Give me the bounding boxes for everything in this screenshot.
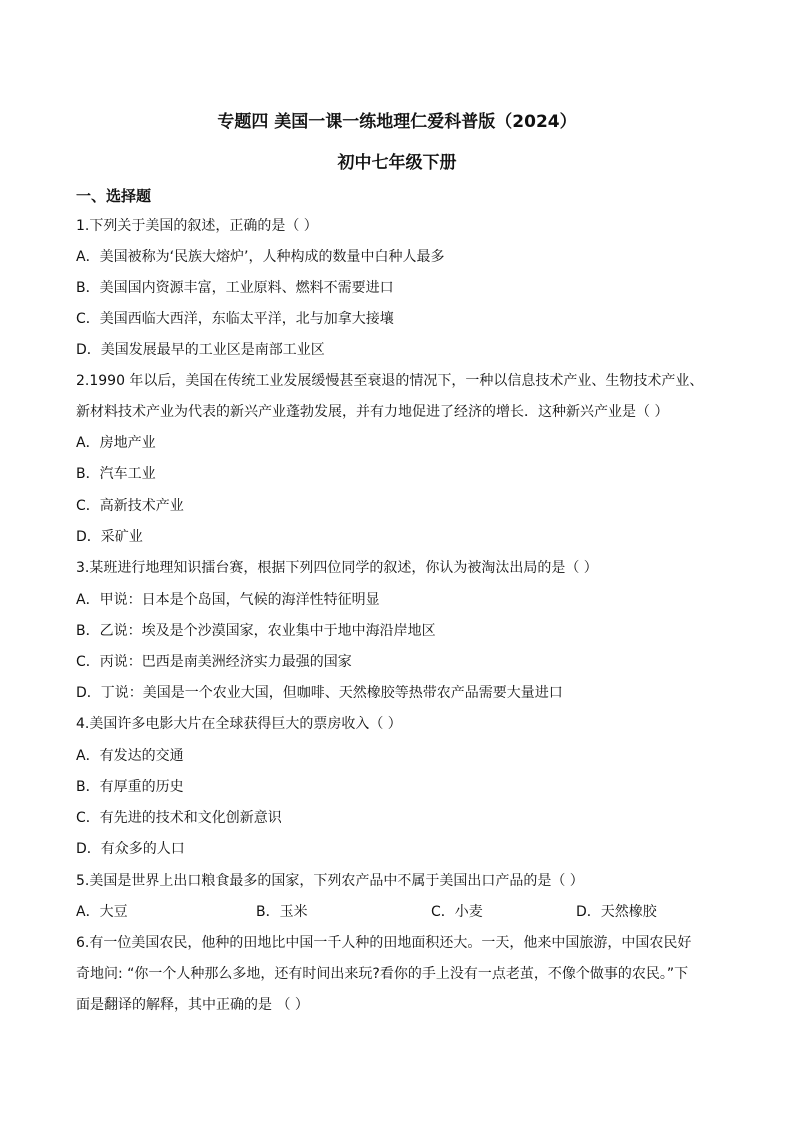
question-4-option-d: D．有众多的人口 <box>76 841 185 857</box>
question-2-stem-line-2: 新材料技术产业为代表的新兴产业蓬勃发展，并有力地促进了经济的增长．这种新兴产业是（ ） <box>76 404 669 420</box>
question-1-option-d: D．美国发展最早的工业区是南部工业区 <box>76 342 325 358</box>
document-title: 专题四 美国一课一练地理仁爱科普版（2024） <box>217 112 577 132</box>
document-subtitle: 初中七年级下册 <box>337 153 457 173</box>
question-3-option-c: C．丙说：巴西是南美洲经济实力最强的国家 <box>76 654 352 670</box>
question-3-option-d: D．丁说：美国是一个农业大国，但咖啡、天然橡胶等热带农产品需要大量进口 <box>76 685 563 701</box>
question-5-option-b: B．玉米 <box>256 904 308 920</box>
question-5-stem: 5.美国是世界上出口粮食最多的国家，下列农产品中不属于美国出口产品的是（ ） <box>76 873 584 889</box>
question-5-option-c: C．小麦 <box>431 904 483 920</box>
question-4-stem: 4.美国许多电影大片在全球获得巨大的票房收入（ ） <box>76 716 402 732</box>
question-3-option-b: B．乙说：埃及是个沙漠国家，农业集中于地中海沿岸地区 <box>76 623 436 639</box>
question-6-stem-line-3: 面是翻译的解释，其中正确的是 （ ） <box>76 997 309 1013</box>
section-heading: 一、选择题 <box>76 187 152 205</box>
question-3-option-a: A．甲说：日本是个岛国，气候的海洋性特征明显 <box>76 592 380 608</box>
question-2-option-b: B．汽车工业 <box>76 466 156 482</box>
question-2-option-d: D．采矿业 <box>76 529 143 545</box>
question-1-stem: 1.下列关于美国的叙述，正确的是（ ） <box>76 218 318 234</box>
question-3-stem: 3.某班进行地理知识擂台赛，根据下列四位同学的叙述，你认为被淘汰出局的是（ ） <box>76 560 598 576</box>
question-4-option-c: C．有先进的技术和文化创新意识 <box>76 810 282 826</box>
question-6-stem-line-1: 6.有一位美国农民，他种的田地比中国一千人种的田地面积还大。一天，他来中国旅游，中国农民好 <box>76 935 692 951</box>
question-6-stem-line-2: 奇地问: “你一个人种那么多地，还有时间出来玩?看你的手上没有一点老茧，不像个做事的农民。”下 <box>76 966 689 982</box>
question-5-option-a: A．大豆 <box>76 904 128 920</box>
question-5-option-d: D．天然橡胶 <box>576 904 657 920</box>
question-1-option-c: C．美国西临大西洋，东临太平洋，北与加拿大接壤 <box>76 311 394 327</box>
question-1-option-b: B．美国国内资源丰富，工业原料、燃料不需要进口 <box>76 280 394 296</box>
question-2-option-c: C．高新技术产业 <box>76 498 184 514</box>
question-2-stem-line-1: 2.1990 年以后，美国在传统工业发展缓慢甚至衰退的情况下，一种以信息技术产业、生物技术产业、 <box>76 373 704 389</box>
question-4-option-a: A．有发达的交通 <box>76 748 184 764</box>
question-4-option-b: B．有厚重的历史 <box>76 779 184 795</box>
question-2-option-a: A．房地产业 <box>76 435 156 451</box>
question-1-option-a: A．美国被称为‘民族大熔炉’，人种构成的数量中白种人最多 <box>76 249 445 265</box>
